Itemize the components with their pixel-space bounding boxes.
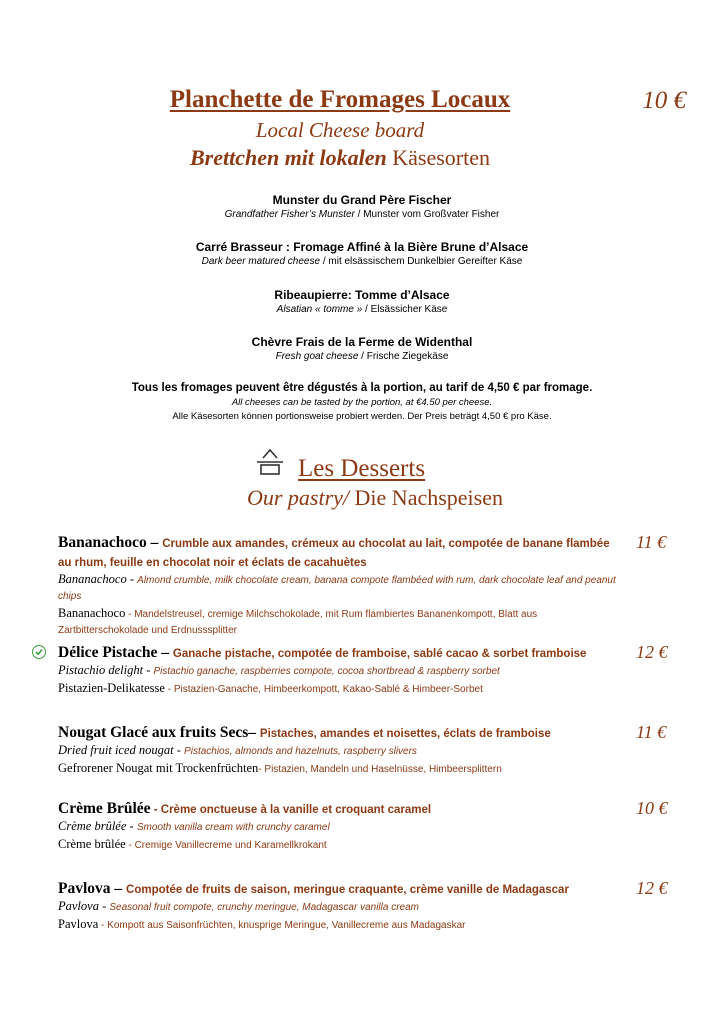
dessert-price: 10 € (636, 798, 668, 818)
cheese-item-name: Ribeaupierre: Tomme d’Alsace (274, 288, 450, 302)
cheese-item-name: Carré Brasseur : Fromage Affiné à la Bière Brune d’Alsace (195, 240, 529, 254)
cheese-subtitle-de (0, 145, 680, 171)
dessert-en: Dried fruit iced nougat - Pistachios, almonds and hazelnuts, raspberry slivers (58, 743, 417, 757)
dessert-de: Pistazien-Delikatesse - Pistazien-Ganache, Himbeerkompott, Kakao-Sablé & Himbeer-Sorbet (58, 681, 483, 695)
green-check-icon (32, 645, 46, 659)
dessert-en: Pavlova - Seasonal fruit compote, crunchy meringue, Madagascar vanilla cream (58, 899, 419, 913)
cheese-item (0, 239, 724, 269)
dessert-item (58, 724, 618, 777)
portion-note-fr: Tous les fromages peuvent être dégustés à la portion, au tarif de 4,50 € par fromage. (131, 382, 593, 394)
cheese-item-name: Munster du Grand Père Fischer (272, 193, 452, 207)
desserts-title: Les Desserts (298, 455, 426, 482)
house-outline-icon (254, 444, 286, 476)
cheese-subtitle-en: Local Cheese board (255, 118, 425, 142)
cheese-item-translation: Grandfather Fisher’s Munster / Munster vom Großvater Fisher (224, 209, 500, 220)
dessert-price: 11 € (636, 532, 667, 552)
dessert-name-fr: Délice Pistache – Ganache pistache, compotée de framboise, sablé cacao & sorbet framboise (58, 644, 587, 661)
cheese-subtitle-de-a: Brettchen mit lokalen (189, 145, 387, 170)
portion-note (0, 381, 724, 424)
desserts-subtitle: Our pastry/ Die Nachspeisen (246, 485, 503, 510)
dessert-name-fr: Bananachoco – Crumble aux amandes, crémeux au chocolat au lait, compotée de banane flambée au rhum, feuille en chocolat noir et éclats de cacahuètes (58, 534, 610, 569)
dessert-item (58, 534, 618, 638)
dessert-de: Bananachoco - Mandelstreusel, cremige Milchschokolade, mit Rum flambiertes Bananenkompott, Blatt aus Zartbitterschokolade und Erdnusssplitter (58, 606, 538, 636)
dessert-price: 11 € (636, 722, 667, 742)
portion-note-de: Alle Käsesorten können portionsweise probiert werden. Der Preis beträgt 4,50 € pro Käse. (172, 411, 552, 422)
dessert-price: 12 € (636, 878, 668, 898)
dessert-de: Crème brûlée - Cremige Vanillecreme und Karamellkrokant (58, 837, 327, 851)
cheese-item-name: Chèvre Frais de la Ferme de Widenthal (251, 335, 473, 349)
portion-note-en: All cheeses can be tasted by the portion, at €4.50 per cheese. (231, 397, 493, 408)
cheese-item-translation: Dark beer matured cheese / mit elsässischem Dunkelbier Gereifter Käse (201, 256, 523, 267)
cheese-item (0, 192, 724, 222)
cheese-item (0, 334, 724, 364)
cheese-price: 10 € (642, 87, 686, 114)
cheese-subtitle-de-b: Käsesorten (392, 145, 491, 170)
cheese-title: Planchette de Fromages Locaux (169, 86, 511, 113)
dessert-de: Pavlova - Kompott aus Saisonfrüchten, knusprige Meringue, Vanillecreme aus Madagaskar (58, 917, 466, 931)
dessert-de: Gefrorener Nougat mit Trockenfrüchten- Pistazien, Mandeln und Haselnüsse, Himbeersplittern (58, 761, 502, 775)
dessert-price: 12 € (636, 642, 668, 662)
dessert-name-fr: Pavlova – Compotée de fruits de saison, meringue craquante, crème vanille de Madagascar (58, 880, 569, 897)
dessert-item (58, 800, 618, 853)
cheese-item-translation: Fresh goat cheese / Frische Ziegekäse (275, 351, 449, 362)
dessert-en: Crème brûlée - Smooth vanilla cream with crunchy caramel (58, 819, 330, 833)
dessert-name-fr: Crème Brûlée - Crème onctueuse à la vanille et croquant caramel (58, 800, 432, 817)
dessert-name-fr: Nougat Glacé aux fruits Secs– Pistaches, amandes et noisettes, éclats de framboise (58, 724, 551, 741)
dessert-item (58, 644, 618, 697)
cheese-item-translation: Alsatian « tomme » / Elsässicher Käse (276, 304, 448, 315)
dessert-en: Bananachoco - Almond crumble, milk chocolate cream, banana compote flambéed with rum, dark chocolate leaf and peanut chips (58, 572, 616, 602)
dessert-item (58, 880, 618, 933)
dessert-en: Pistachio delight - Pistachio ganache, raspberries compote, cocoa shortbread & raspberry sorbet (58, 663, 500, 677)
cheese-item (0, 287, 724, 317)
